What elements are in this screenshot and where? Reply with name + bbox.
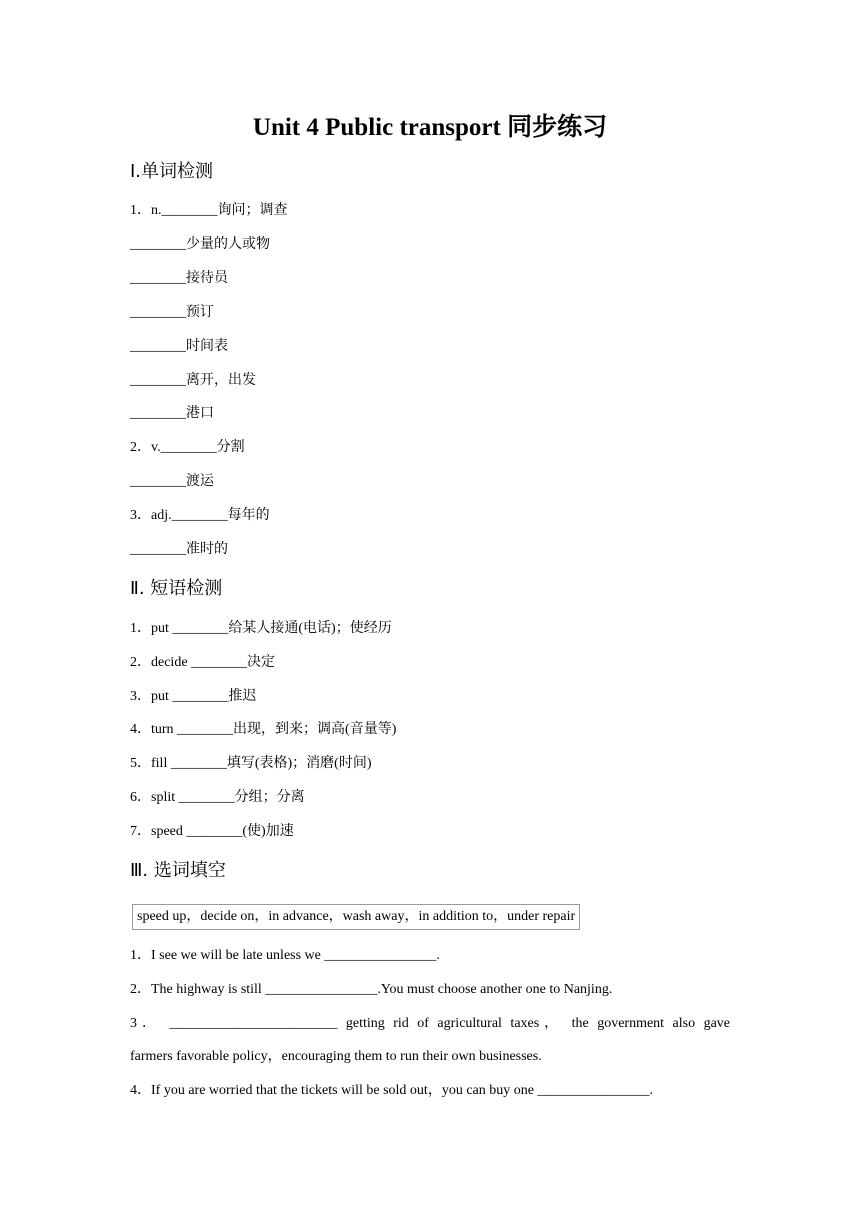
phrase-item: 2．decide ________决定 bbox=[130, 655, 276, 670]
vocab-item: 2．v.________分割 bbox=[130, 440, 245, 455]
section-heading-vocabulary: Ⅰ.单词检测 bbox=[130, 161, 214, 182]
exercise-item: 1．I see we will be late unless we ________________. bbox=[130, 948, 440, 963]
exercise-item: 4．If you are worried that the tickets will be sold out，you can buy one ________________. bbox=[130, 1083, 653, 1098]
vocab-item: ________渡运 bbox=[130, 474, 214, 489]
vocab-item: ________时间表 bbox=[130, 339, 228, 354]
vocab-item: ________准时的 bbox=[130, 542, 228, 557]
phrase-item: 4．turn ________出现，到来；调高(音量等) bbox=[130, 722, 397, 737]
exercise-item-continuation: farmers favorable policy，encouraging them to run their own businesses. bbox=[130, 1049, 542, 1064]
vocab-item: ________少量的人或物 bbox=[130, 237, 270, 252]
phrase-item: 1．put ________给某人接通(电话)；使经历 bbox=[130, 621, 392, 636]
vocab-item: ________离开，出发 bbox=[130, 373, 256, 388]
phrase-item: 3．put ________推迟 bbox=[130, 689, 257, 704]
page-title: Unit 4 Public transport 同步练习 bbox=[252, 114, 608, 141]
phrase-item: 7．speed ________(使)加速 bbox=[130, 824, 294, 839]
vocab-item: ________预订 bbox=[130, 305, 214, 320]
section-heading-fill-in: Ⅲ. 选词填空 bbox=[130, 860, 226, 881]
section-heading-phrases: Ⅱ. 短语检测 bbox=[130, 578, 223, 599]
vocab-item: ________港口 bbox=[130, 406, 214, 421]
word-bank-box: speed up，decide on，in advance，wash away，in addition to，under repair bbox=[132, 904, 580, 930]
vocab-item: 3．adj.________每年的 bbox=[130, 508, 270, 523]
exercise-item: 2．The highway is still ________________.You must choose another one to Nanjing. bbox=[130, 982, 613, 997]
phrase-item: 6．split ________分组；分离 bbox=[130, 790, 305, 805]
exercise-item: 3． ________________________ getting rid of agricultural taxes， the government also gave bbox=[130, 1016, 730, 1031]
phrase-item: 5．fill ________填写(表格)；消磨(时间) bbox=[130, 756, 372, 771]
vocab-item: 1．n.________询问；调查 bbox=[130, 203, 288, 218]
vocab-item: ________接待员 bbox=[130, 271, 228, 286]
